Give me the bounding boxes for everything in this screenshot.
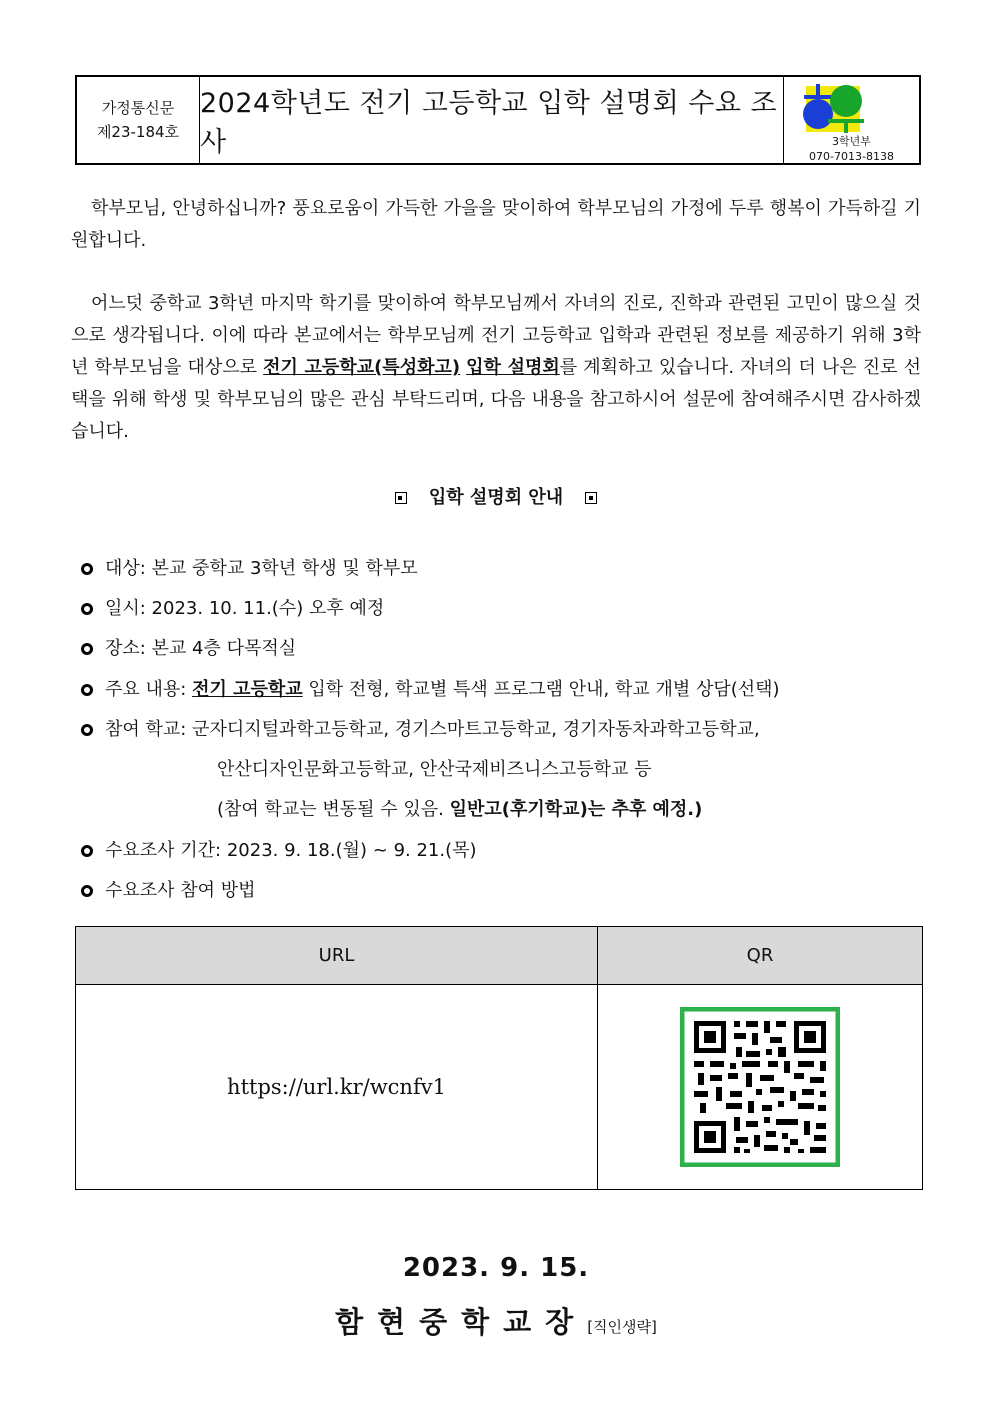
qr-code-icon[interactable] xyxy=(680,1007,840,1167)
info-text: 일시: 2023. 10. 11.(수) 오후 예정 xyxy=(105,598,385,619)
intro-text: 어느덧 중학교 3학년 마지막 학기를 맞이하여 학부모님께서 자녀의 진로, 진학과 관련된 고민이 많으실 것으로 생각됩니다. 이에 따라 본교에서는 학부모님께 전기 고등학교 입학과 관련된 정보를 제공하기 위해 3학년 학부모님을 대상으로 xyxy=(71,293,921,378)
department-box xyxy=(783,77,919,163)
page-title: 2024학년도 전기 고등학교 입학 설명회 수요 조사 xyxy=(200,88,778,158)
info-text: 장소: 본교 4층 다목적실 xyxy=(105,638,297,659)
signer-name: 함현중학교장 xyxy=(335,1305,588,1339)
department-name: 3학년부 xyxy=(832,135,871,148)
circle-bullet-icon xyxy=(81,684,93,696)
intro-paragraph-2 xyxy=(71,288,921,448)
column-header-qr: QR xyxy=(598,927,923,985)
qr-cell xyxy=(598,985,923,1190)
survey-url-link[interactable]: https://url.kr/wcnfv1 xyxy=(76,985,598,1190)
table-header-row xyxy=(76,927,923,985)
seal-note: [직인생략] xyxy=(587,1318,657,1336)
column-header-url: URL xyxy=(76,927,598,985)
info-text: 수요조사 기간: 2023. 9. 18.(월) ~ 9. 21.(목) xyxy=(105,840,477,861)
signature-line xyxy=(0,1300,992,1341)
circle-bullet-icon xyxy=(81,845,93,857)
info-text: 입학 전형, 학교별 특색 프로그램 안내, 학교 개별 상담(선택) xyxy=(302,679,780,700)
info-text: 수요조사 참여 방법 xyxy=(105,880,256,901)
info-item-content xyxy=(81,677,780,703)
info-schools-line-2: 안산디자인문화고등학교, 안산국제비즈니스고등학교 등 xyxy=(217,759,652,780)
note-bold: 일반고(후기학교)는 추후 예정. xyxy=(449,799,695,820)
circle-bullet-icon xyxy=(81,643,93,655)
section-title xyxy=(0,483,992,509)
intro-text-end: 를 계획하고 있습니다. 자녀의 더 나은 진로 선택을 위해 학생 및 학부모님의 많은 관심 부탁드리며, 다음 내용을 참고하시어 설문에 참여해주시면 감사하겠습니다. xyxy=(71,357,921,442)
info-label: 주요 내용: xyxy=(105,679,193,700)
department-phone: 070-7013-8138 xyxy=(809,150,894,163)
info-item-period xyxy=(81,838,477,864)
info-text: 대상: 본교 중학교 3학년 학생 및 학부모 xyxy=(105,558,418,579)
square-bullet-icon xyxy=(395,492,407,504)
letter-header xyxy=(75,75,921,165)
info-item-place xyxy=(81,636,296,662)
school-logo-icon xyxy=(794,82,909,140)
info-highlight: 전기 고등학교 xyxy=(192,679,303,700)
highlight-info-session: 입학 설명회 xyxy=(466,357,560,378)
square-bullet-icon xyxy=(585,492,597,504)
circle-bullet-icon xyxy=(81,724,93,736)
info-item-target xyxy=(81,556,418,582)
circle-bullet-icon xyxy=(81,885,93,897)
highlight-vocational-school: 전기 고등학교(특성화고) xyxy=(263,357,461,378)
info-item-schools xyxy=(81,717,760,743)
table-row xyxy=(76,985,923,1190)
circle-bullet-icon xyxy=(81,563,93,575)
info-text: 참여 학교: 군자디지털과학고등학교, 경기스마트고등학교, 경기자동차과학고등학교, xyxy=(105,719,760,740)
note-text: (참여 학교는 변동될 수 있음. xyxy=(217,799,450,820)
section-title-text: 입학 설명회 안내 xyxy=(428,487,564,508)
note-close: ) xyxy=(694,799,703,820)
doc-type: 가정통신문 xyxy=(101,99,175,117)
doc-info xyxy=(77,77,200,163)
circle-bullet-icon xyxy=(81,603,93,615)
info-item-datetime xyxy=(81,596,384,622)
intro-paragraph-1: 학부모님, 안녕하십니까? 풍요로움이 가득한 가을을 맞이하여 학부모님의 가정에 두루 행복이 가득하길 기원합니다. xyxy=(71,198,921,251)
info-item-method xyxy=(81,878,256,904)
survey-table xyxy=(75,926,923,1190)
doc-number: 제23-184호 xyxy=(96,123,180,141)
info-schools-note xyxy=(217,797,702,823)
issue-date: 2023. 9. 15. xyxy=(402,1253,590,1283)
